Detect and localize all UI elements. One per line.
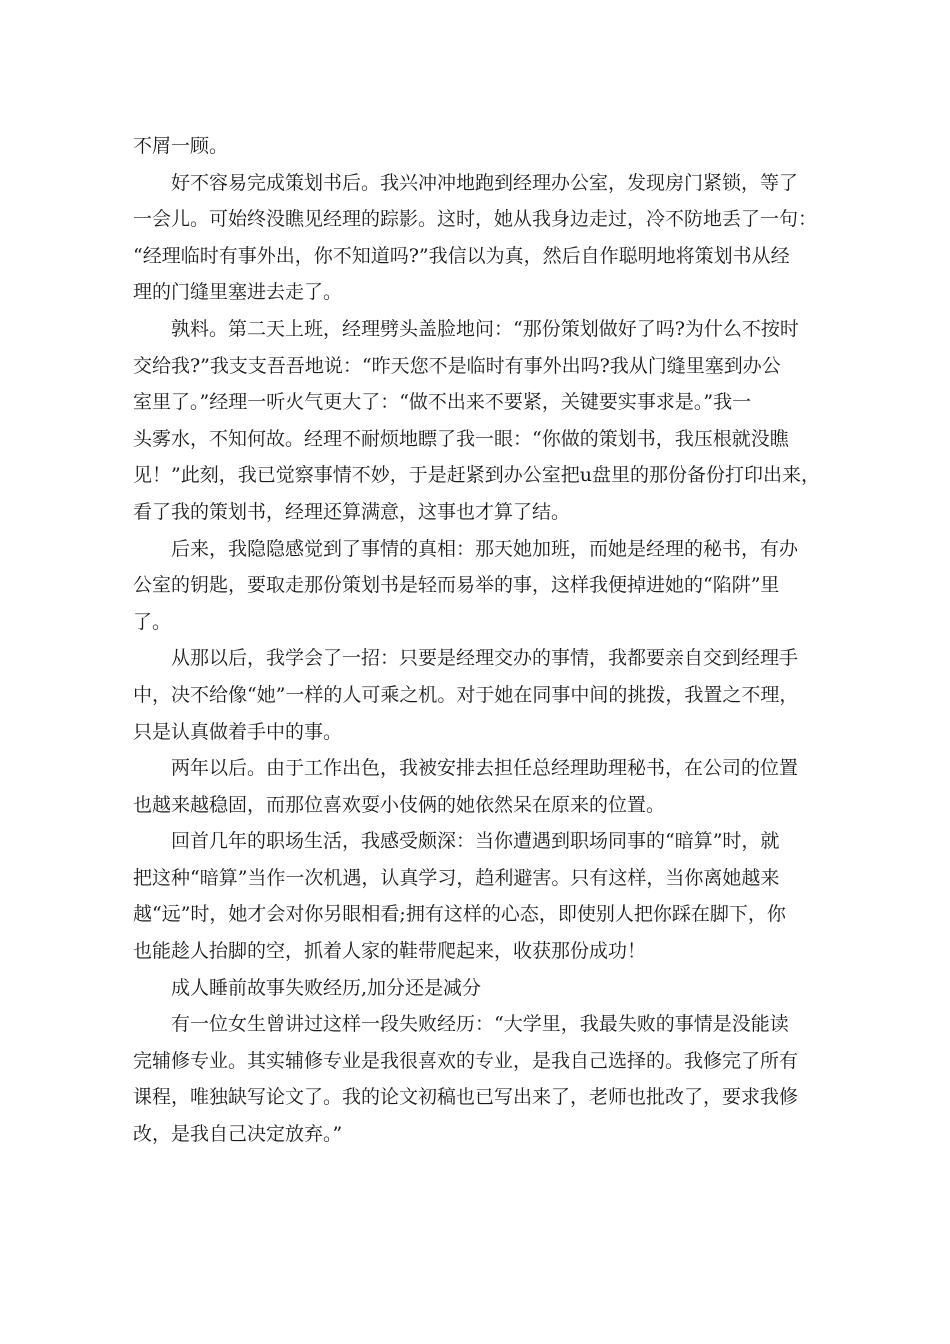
text-line: 只是认真做着手中的事。 <box>133 720 343 743</box>
text-line: “经理临时有事外出，你不知道吗?”我信以为真，然后自作聪明地将策划书从经 <box>133 244 790 267</box>
paragraph <box>133 1006 823 1152</box>
text-line: 把这种“暗算”当作一次机遇，认真学习，趋利避害。只有这样，当你离她越来 <box>133 866 780 889</box>
text-line: 完辅修专业。其实辅修专业是我很喜欢的专业，是我自己选择的。我修完了所有 <box>133 1049 799 1072</box>
paragraph <box>133 165 823 311</box>
text-line: 公室的钥匙，要取走那份策划书是轻而易举的事，这样我便掉进她的“陷阱”里 <box>133 574 780 597</box>
text-line: 孰料。第二天上班，经理劈头盖脸地问：“那份策划做好了吗?为什么不按时 <box>171 317 799 340</box>
text-line: 见！”此刻，我已觉察事情不妙，于是赶紧到办公室把u盘里的那份备份打印出来， <box>133 464 820 487</box>
text-line: 看了我的策划书，经理还算满意，这事也才算了结。 <box>133 500 571 523</box>
paragraph <box>133 640 823 750</box>
text-line: 头雾水，不知何故。经理不耐烦地瞟了我一眼：“你做的策划书，我压根就没瞧 <box>133 427 789 450</box>
text-line: 也越来越稳固，而那位喜欢耍小伎俩的她依然呆在原来的位置。 <box>133 793 666 816</box>
text-line: 有一位女生曾讲过这样一段失败经历：“大学里，我最失败的事情是没能读 <box>171 1013 789 1036</box>
text-line: 一会儿。可始终没瞧见经理的踪影。这时，她从我身边走过，冷不防地丢了一句： <box>133 208 818 231</box>
text-line: 后来，我隐隐感觉到了事情的真相：那天她加班，而她是经理的秘书，有办 <box>171 537 799 560</box>
paragraph <box>133 823 823 969</box>
text-line: 也能趁人抬脚的空，抓着人家的鞋带爬起来，收获那份成功！ <box>133 940 647 963</box>
text-line: 两年以后。由于工作出色，我被安排去担任总经理助理秘书，在公司的位置 <box>171 757 799 780</box>
text-line: 交给我?”我支支吾吾地说：“昨天您不是临时有事外出吗?我从门缝里塞到办公 <box>133 354 781 377</box>
paragraph <box>133 128 823 165</box>
text-line: 回首几年的职场生活，我感受颇深：当你遭遇到职场同事的“暗算”时，就 <box>171 830 780 853</box>
text-line: 越“远”时，她才会对你另眼相看;拥有这样的心态，即使别人把你踩在脚下，你 <box>133 903 786 926</box>
text-line: 成人睡前故事失败经历,加分还是减分 <box>171 976 482 999</box>
paragraph <box>133 750 823 823</box>
text-line: 好不容易完成策划书后。我兴冲冲地跑到经理办公室，发现房门紧锁，等了 <box>171 171 799 194</box>
text-line: 不屑一顾。 <box>133 135 229 157</box>
text-line: 从那以后，我学会了一招：只要是经理交办的事情，我都要亲自交到经理手 <box>171 647 799 670</box>
paragraph <box>133 531 823 641</box>
text-line: 理的门缝里塞进去走了。 <box>133 281 343 304</box>
paragraph <box>133 970 823 1007</box>
text-line: 中，决不给像“她”一样的人可乘之机。对于她在同事中间的挑拨，我置之不理， <box>133 683 799 706</box>
document-body <box>133 128 823 1153</box>
paragraph <box>133 311 823 531</box>
text-line: 室里了。”经理一听火气更大了：“做不出来不要紧，关键要实事求是。”我一 <box>133 391 752 414</box>
text-line: 课程，唯独缺写论文了。我的论文初稿也已写出来了，老师也批改了，要求我修 <box>133 1086 799 1109</box>
text-line: 改，是我自己决定放弃。” <box>133 1123 343 1146</box>
text-line: 了。 <box>133 610 172 633</box>
